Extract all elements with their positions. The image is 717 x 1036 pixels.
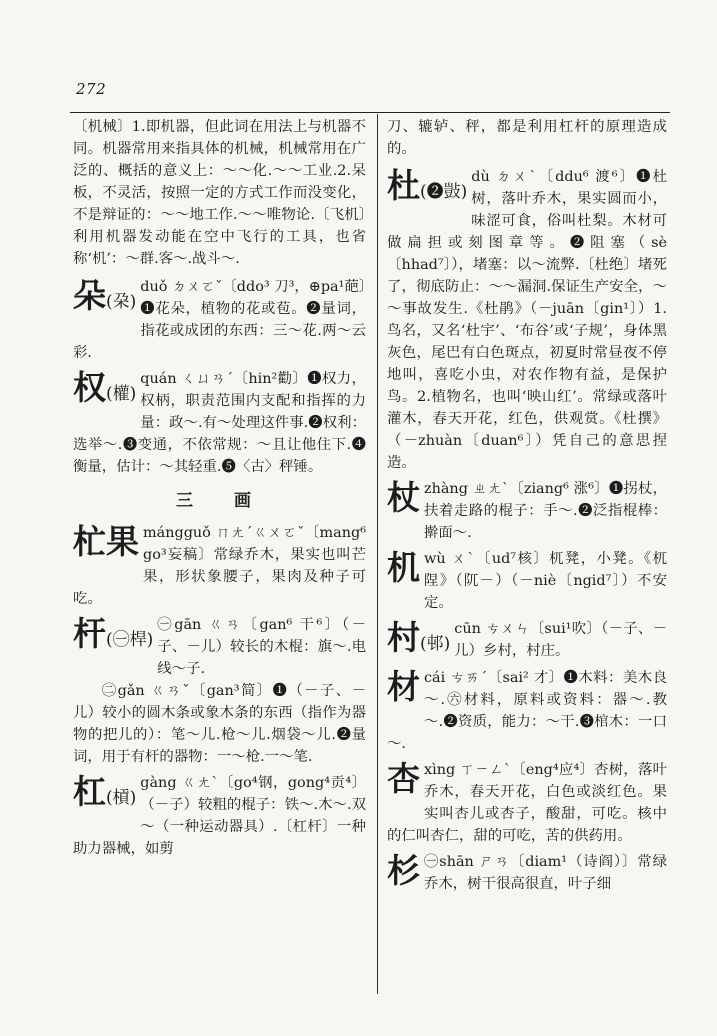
headword: 杖	[387, 478, 420, 517]
headword: 杆(㊀桿)	[73, 614, 154, 653]
right-continuation: 刀、辘轳、秤，都是利用杠杆的原理造成的。	[387, 119, 667, 157]
entry-body: quán ㄑㄩㄢˊ〔hin²勸〕❶权力，权柄，职责范围内支配和指挥的力量：政～.有～处理这件事.❷权利：选举～.❸变通，不依常规：～且让他住下.❹衡量，估计：～其轻重.❺〈古〉秤锤。	[73, 371, 366, 475]
headword: 材	[387, 667, 420, 706]
entry-body: zhàng ㄓㄤˋ〔ziang⁶ 涨⁶〕❶拐杖，扶着走路的棍子：手～.❷泛指棍棒：擀面～.	[424, 481, 667, 541]
entry-body: ㊀shān ㄕㄢ〔diam¹（诗阎）〕常绿乔木，树干很高很直，叶子细	[424, 854, 667, 892]
headword: 机	[387, 548, 420, 587]
left-continuation: 〔机械〕1.即机器，但此词在用法上与机器不同。机器常用来指具体的机械，机械常用在广泛的、概括的意义上：～～化.～～工业.2.呆板，不灵活，按照一定的方式工作而没变化，不是辩证的：～～地工作.～～唯物论.〔飞机〕利用机器发动能在空中飞行的工具，也省称‘机’：～群.客～.战斗～.	[73, 119, 366, 267]
entry-body: duǒ ㄉㄨㄛˇ〔ddo³ 刀³，⊕pa¹葩〕❶花朵，植物的花或苞。❷量词，指花或成团的东西：三～花.两～云彩.	[73, 279, 366, 361]
section-title: 三 画	[176, 491, 263, 511]
headword: 杧果	[73, 522, 139, 561]
entry-body: dù ㄉㄨˋ〔ddu⁶ 渡⁶〕❶杜树，落叶乔木，果实圆而小，味涩可食，俗叫杜梨。木材可做扁担或刻图章等。❷阻塞（sè〔hhad⁷〕），堵塞：以～流弊.〔杜绝〕堵死了，彻底防止：～～漏洞.保证生产安全，～～事故发生.《杜鹃》（－juān〔gin¹〕）1.鸟名，又名‘杜宇’、‘布谷’或‘子规’，身体黑灰色，尾巴有白色斑点，初夏时常昼夜不停地叫，喜吃小虫，对农作物有益，是保护鸟。2.植物名，也叫‘映山红’。常绿或落叶灌木，春天开花，红色，供观赏。《杜撰》（－zhuàn〔duan⁶〕）凭自己的意思捏造。	[387, 169, 667, 471]
headword: 杠(槓)	[73, 772, 137, 811]
headword: 村(邨)	[387, 618, 451, 657]
entry-shan	[387, 851, 667, 896]
entry-quan	[73, 368, 366, 478]
entry-body: wù ㄨˋ〔ud⁷核〕杌凳，小凳。《杌陧》（阢－）（－niè〔ngid⁷〕）不安定。	[424, 551, 667, 611]
entry-body: ㊀gān ㄍㄢ〔gan⁶ 干⁶〕（－子、－儿）较长的木棍：旗～.电线～子.	[157, 617, 366, 677]
entry-body: xìng ㄒㄧㄥˋ〔eng⁴应⁴〕杏树，落叶乔木，春天开花，白色或淡红色。果实叫杏儿或杏子，酸甜，可吃。核中的仁叫杏仁，甜的可吃，苦的供药用。	[387, 762, 667, 844]
headword: 杏	[387, 759, 420, 798]
entry-cun	[387, 618, 667, 663]
headword: 朵(朶)	[73, 276, 137, 315]
headword: 杉	[387, 851, 420, 890]
entry-body: cūn ㄘㄨㄣ〔sui¹吹〕（－子、－儿）乡村，村庄。	[454, 621, 667, 659]
right-column	[387, 116, 667, 896]
column-divider	[377, 114, 378, 994]
entry-body: cái ㄘㄞˊ〔sai² 才〕❶木料：美木良～.㊅材料，原料或资料：器～.教～.❷资质，能力：～干.❸棺木：一口～.	[387, 670, 667, 752]
entry-body: gàng ㄍㄤˋ〔go⁴钢，gong⁴贡⁴〕（－子）较粗的棍子：铁～.木～.双～（一种运动器具）.〔杠杆〕一种助力器械，如剪	[73, 775, 366, 857]
entry-wu	[387, 548, 667, 614]
entry-xing	[387, 759, 667, 847]
entry-duo	[73, 276, 366, 364]
entry-zhang	[387, 478, 667, 544]
headword: 杜(❷敱)	[387, 166, 468, 205]
entry-du	[387, 166, 667, 474]
left-column	[73, 116, 366, 860]
entry-gan-second: ㊁gǎn ㄍㄢˇ〔gan³简〕❶（－子、－儿）较小的圆木条或象木条的东西（指作为器物的把儿的）：笔～儿.枪～儿.烟袋～儿.❷量词，用于有杆的器物：一～枪.一～笔.	[73, 683, 366, 765]
entry-body: mángguǒ ㄇㄤˊㄍㄨㄛˇ〔mang⁶ go³妄稿〕常绿乔木，果实也叫芒果，形状象腰子，果肉及种子可吃。	[73, 525, 366, 607]
entry-cai	[387, 667, 667, 755]
top-rule	[70, 112, 670, 113]
entry-gang	[73, 772, 366, 860]
entry-gan	[73, 614, 366, 680]
entry-mangguo	[73, 522, 366, 610]
headword: 权(權)	[73, 368, 137, 407]
page-number: 272	[76, 80, 107, 98]
